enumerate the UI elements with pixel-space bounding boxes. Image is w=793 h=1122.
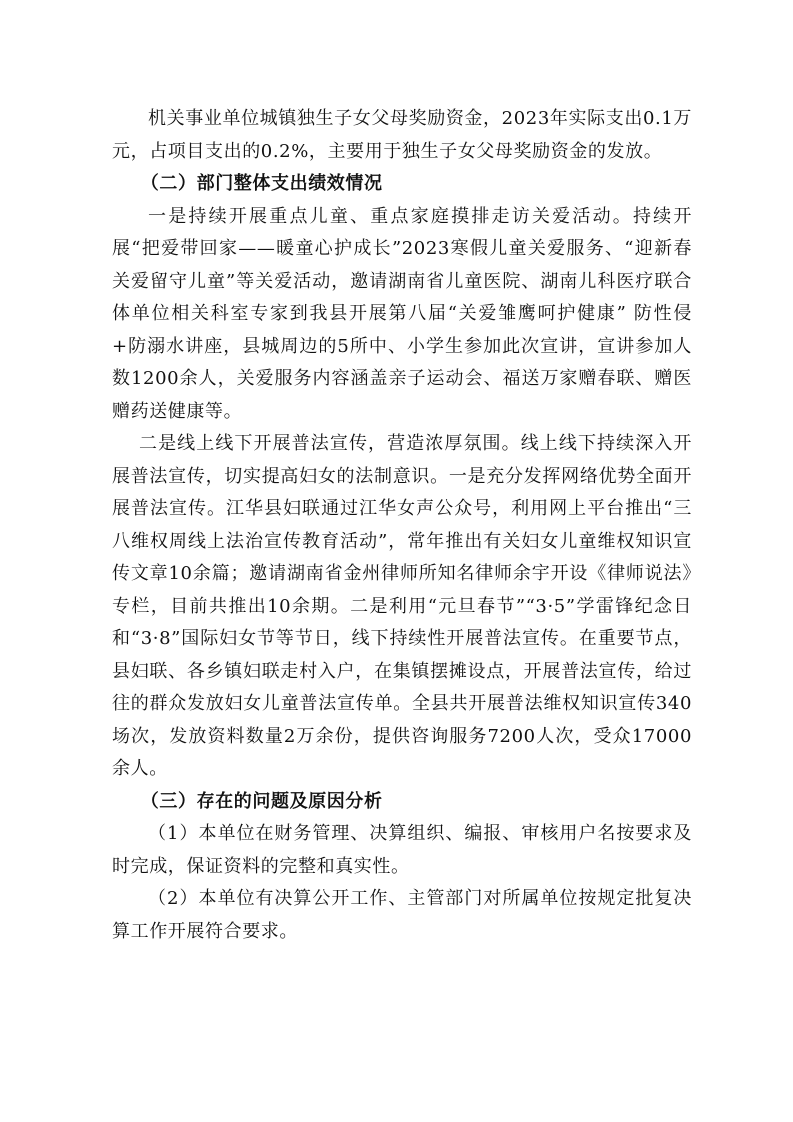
paragraph-reward-fund: 机关事业单位城镇独生子女父母奖励资金，2023年实际支出0.1万元，占项目支出的0.2%，主要用于独生子女父母奖励资金的发放。: [112, 108, 692, 162]
section-heading-problems-analysis: （三）存在的问题及原因分析: [140, 790, 383, 812]
section-heading-overall-performance: （二）部门整体支出绩效情况: [140, 173, 383, 194]
document-page: [112, 103, 692, 948]
paragraph-finance-management: （1）本单位在财务管理、决算组织、编报、审核用户名按要求及时完成，保证资料的完整和真实性。: [112, 823, 692, 877]
paragraph-final-accounts-disclosure: （2）本单位有决算公开工作、主管部门对所属单位按规定批复决算工作开展符合要求。: [112, 888, 692, 942]
paragraph-child-care-activities: 一是持续开展重点儿童、重点家庭摸排走访关爱活动。持续开展“把爱带回家——暖童心护成长”2023寒假儿童关爱服务、“迎新春 关爱留守儿童”等关爱活动，邀请湖南省儿童医院、湖南儿科医疗联合体单位相关科室专家到我县开展第八届“关爱雏鹰呵护健康” 防性侵+防溺水讲座，县城周边的5所中、小学生参加此次宣讲，宣讲参加人数1200余人，关爱服务内容涵盖亲子运动会、福送万家赠春联、赠医赠药送健康等。: [112, 205, 692, 422]
paragraph-legal-publicity: 二是线上线下开展普法宣传，营造浓厚氛围。线上线下持续深入开展普法宣传，切实提高妇女的法制意识。一是充分发挥网络优势全面开展普法宣传。江华县妇联通过江华女声公众号，利用网上平台推出“三八维权周线上法治宣传教育活动”，常年推出有关妇女儿童维权知识宣传文章10余篇；邀请湖南省金州律师所知名律师余宇开设《律师说法》专栏，目前共推出10余期。二是利用“元旦春节”“3·5”学雷锋纪念日和“3·8”国际妇女节等节日，线下持续性开展普法宣传。在重要节点，县妇联、各乡镇妇联走村入户，在集镇摆摊设点，开展普法宣传，给过往的群众发放妇女儿童普法宣传单。全县共开展普法维权知识宣传340场次，发放资料数量2万余份，提供咨询服务7200人次，受众17000余人。: [112, 433, 692, 779]
